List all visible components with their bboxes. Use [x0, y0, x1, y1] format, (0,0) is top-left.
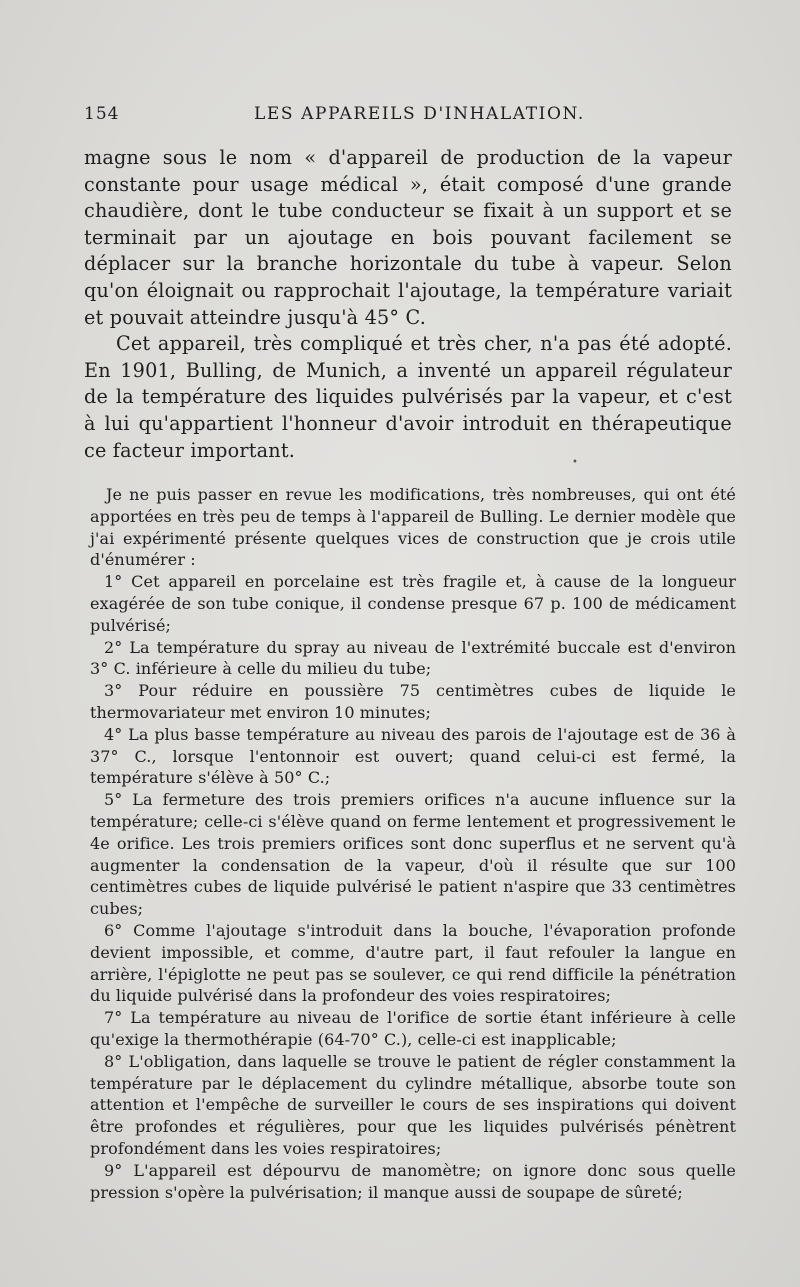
paragraph-continuation: magne sous le nom « d'appareil de production de la vapeur constante pour usage médical », était composé d'une grande chaudière, dont le tube conducteur se fixait à un support et se terminait par un ajoutage en bois pouvant facilement se déplacer sur la branche horizontale du tube à vapeur. Selon qu'on éloignait ou rapprochait l'ajoutage, la température variait et pouvait atteindre jusqu'à 45° C.	[84, 146, 732, 329]
list-item: 4° La plus basse température au niveau des parois de l'ajoutage est de 36 à 37° C., lorsque l'entonnoir est ouvert; quand celui-ci est fermé, la température s'élève à 50° C.;	[90, 724, 736, 788]
page-number: 154	[84, 104, 120, 124]
section-separator: •	[572, 457, 578, 468]
list-item: 8° L'obligation, dans laquelle se trouve le patient de régler constamment la température par le déplacement du cylindre métallique, absorbe toute son attention et l'empêche de surveiller le cours de ses inspirations qui doivent être profondes et régulières, pour que les liquides pulvérisés pénètrent profondément dans les voies respiratoires;	[90, 1051, 736, 1158]
paragraph-bulling: Cet appareil, très compliqué et très cher, n'a pas été adopté. En 1901, Bulling, de Munich, a inventé un appareil régulateur de la température des liquides pulvérisés par la vapeur, et c'est à lui qu'appartient l'honneur d'avoir introduit en thérapeutique ce facteur important.	[84, 332, 732, 462]
small-print-section	[90, 484, 736, 1203]
running-head: LES APPAREILS D'INHALATION.	[254, 104, 585, 124]
main-text	[84, 145, 732, 468]
list-item: 7° La température au niveau de l'orifice de sortie étant inférieure à celle qu'exige la thermothérapie (64-70° C.), celle-ci est inapplicable;	[90, 1008, 736, 1049]
list-item: 2° La température du spray au niveau de l'extrémité buccale est d'environ 3° C. inférieure à celle du milieu du tube;	[90, 637, 736, 679]
list-item: 5° La fermeture des trois premiers orifices n'a aucune influence sur la température; celle-ci s'élève quand on ferme lentement et progressivement le 4e orifice. Les trois premiers orifices sont donc superflus et ne servent qu'à augmenter la condensation de la vapeur, d'où il résulte que sur 100 centimètres cubes de liquide pulvérisé le patient n'aspire que 33 centimètres cubes;	[90, 790, 736, 919]
list-item: 3° Pour réduire en poussière 75 centimètres cubes de liquide le thermovariateur met environ 10 minutes;	[90, 681, 736, 722]
page-header	[84, 104, 732, 128]
list-item: 9° L'appareil est dépourvu de manomètre; on ignore donc sous quelle pression s'opère la pulvérisation; il manque aussi de soupape de sûreté;	[90, 1160, 736, 1202]
list-item: 1° Cet appareil en porcelaine est très fragile et, à cause de la longueur exagérée de son tube conique, il condense presque 67 p. 100 de médicament pulvérisé;	[90, 572, 736, 635]
list-item: 6° Comme l'ajoutage s'introduit dans la bouche, l'évaporation profonde devient impossible, et comme, d'autre part, il faut refouler la langue en arrière, l'épiglotte ne peut pas se soulever, ce qui rend difficile la pénétration du liquide pulvérisé dans la profondeur des voies respiratoires;	[90, 920, 736, 1006]
small-intro-paragraph: Je ne puis passer en revue les modifications, très nombreuses, qui ont été apportées en très peu de temps à l'appareil de Bulling. Le dernier modèle que j'ai expérimenté présente quelques vices de construction que je crois utile d'énumérer :	[90, 485, 736, 570]
